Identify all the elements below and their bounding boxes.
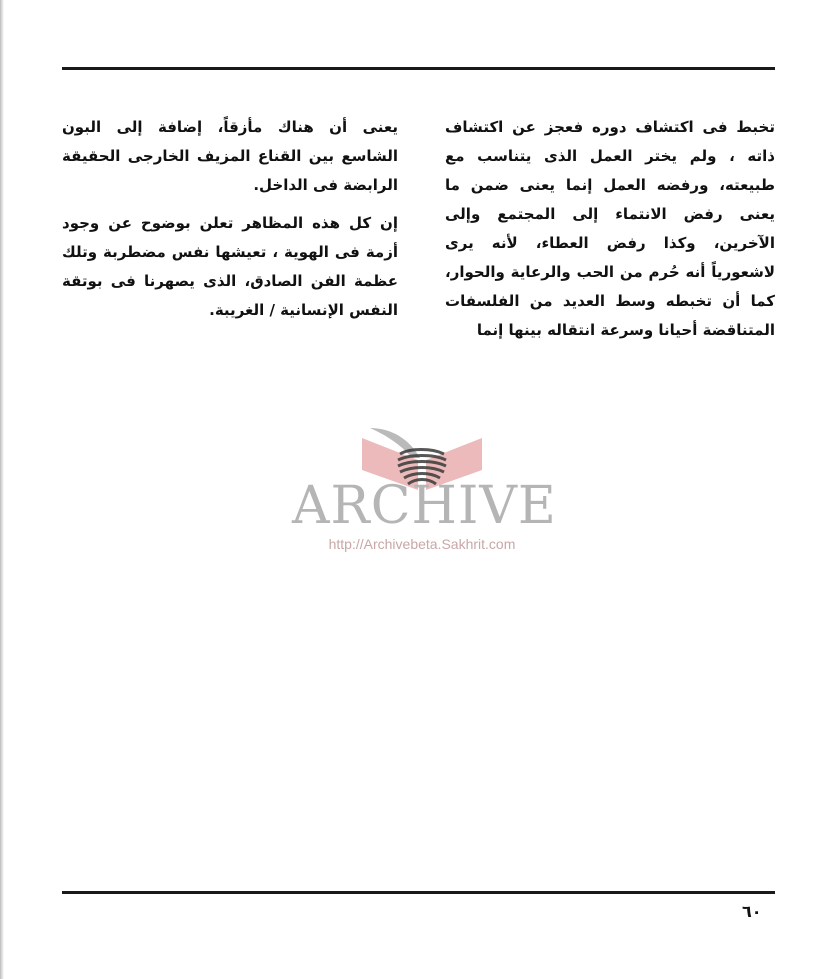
top-rule <box>62 67 775 70</box>
paragraph: تخبط فى اكتشاف دوره فعجز عن اكتشاف ذاته ، ولم يختر العمل الذى يتناسب مع طبيعته، ورفضه العمل إنما يعنى ضمن ما يعنى رفض الانتماء إلى المجتمع وإلى الآخرين، وكذا رفض العطاء، لأنه يرى لاشعورياً أنه حُرم من الحب والرعاية والحوار، كما أن تخبطه وسط العديد من الفلسفات المتناقضة أحيانا وسرعة انتقاله بينها إنما <box>445 118 775 339</box>
bottom-rule <box>62 891 775 894</box>
page-number: ٦٠ <box>742 902 762 921</box>
left-text-column <box>62 113 398 325</box>
right-text-column <box>445 113 775 345</box>
page-edge-shadow <box>0 0 4 979</box>
archive-watermark <box>292 420 557 560</box>
paragraph: يعنى أن هناك مأزقاً، إضافة إلى البون الشاسع بين القناع المزيف الخارجى الحقيقة الرابضة فى الداخل. <box>62 118 398 194</box>
watermark-title: ARCHIVE <box>292 476 557 536</box>
watermark-url: http://Archivebeta.Sakhrit.com <box>328 536 516 552</box>
paragraph: إن كل هذه المظاهر تعلن بوضوح عن وجود أزمة فى الهوية ، تعيشها نفس مضطربة وتلك عظمة الفن الصادق، الذى يصهرنا فى بوتقة النفس الإنسانية / الغريبة. <box>62 214 398 319</box>
